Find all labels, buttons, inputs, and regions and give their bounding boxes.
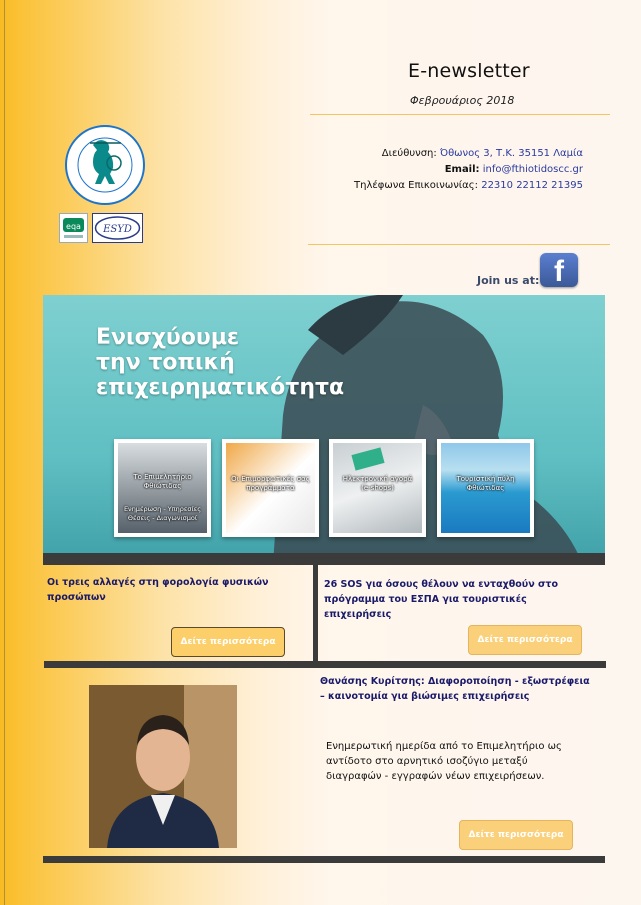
newsletter-title: E-newsletter: [408, 60, 530, 82]
page-edge-rule: [4, 0, 5, 905]
hero-banner[interactable]: [43, 295, 605, 565]
tile-chamber[interactable]: [114, 439, 211, 537]
contact-divider: [308, 244, 610, 245]
banner-headline-line3: επιχειρηματικότητα: [96, 375, 345, 400]
article-3-photo[interactable]: [89, 685, 237, 848]
tile-training-label: Οι Επιμορφωτικές σας προγράμματα: [231, 475, 310, 492]
article-2-more-button[interactable]: Δείτε περισσότερα: [468, 625, 582, 655]
esyd-text: ESYD: [103, 224, 132, 235]
tile-training[interactable]: [222, 439, 319, 537]
article-1-more-button[interactable]: Δείτε περισσότερα: [171, 627, 285, 657]
tile-chamber-label: Το Επιμελητήριο Φθιώτιδας: [133, 473, 192, 490]
article-2-title[interactable]: 26 SOS για όσους θέλουν να ενταχθούν στο πρόγραμμα του ΕΣΠΑ για τουριστικές επιχειρήσεις: [324, 579, 558, 620]
banner-headline-line2: την τοπική: [96, 350, 235, 375]
email-link[interactable]: info@fthiotidoscc.gr: [482, 164, 583, 175]
facebook-icon[interactable]: f: [540, 253, 578, 287]
article-3-title[interactable]: Θανάσης Κυρίτσης: Διαφοροποίηση - εξωστρέφεια – καινοτομία για βιώσιμες επιχειρήσεις: [320, 676, 590, 702]
chamber-logo[interactable]: [57, 125, 155, 245]
article-3-description: Ενημερωτική ημερίδα από το Επιμελητήριο ως αντίδοτο στο αρνητικό ισοζύγιο μεταξύ διαγραφών - εγγραφών νέων επιχειρήσεων.: [326, 741, 562, 782]
tile-tourism[interactable]: [437, 439, 534, 537]
tile-tourism-label: Τουριστική πύλη Φθιώτιδας: [456, 475, 515, 492]
eqa-text: eqa: [66, 222, 81, 231]
article-1-title[interactable]: Οι τρεις αλλαγές στη φορολογία φυσικών προσώπων: [47, 577, 269, 603]
banner-headline: [96, 325, 344, 400]
chamber-seal-icon: [57, 125, 153, 205]
section-divider-1: [44, 661, 606, 668]
banner-headline-line1: Ενισχύουμε: [96, 325, 240, 350]
contact-email: [445, 164, 583, 175]
email-label: Email:: [444, 164, 480, 175]
article-3-more-button[interactable]: Δείτε περισσότερα: [459, 820, 573, 850]
tile-tourism-image: [441, 443, 530, 533]
eqa-certification-badge: [59, 213, 88, 243]
tile-training-image: [226, 443, 315, 533]
newsletter-date: Φεβρουάριος 2018: [410, 94, 515, 107]
address-label: Διεύθυνση:: [381, 148, 437, 159]
esyd-certification-badge: [92, 213, 143, 243]
article-column-divider: [313, 565, 318, 665]
tile-chamber-sub: Ενημέρωση - Υπηρεσίες Θέσεις - Διαγωνισμοί: [123, 505, 202, 522]
phone-label: Τηλέφωνα Επικοινωνίας:: [354, 180, 479, 191]
tile-eshops[interactable]: [329, 439, 426, 537]
section-divider-2: [43, 856, 605, 863]
contact-address: [382, 148, 583, 159]
tile-eshops-image: [333, 443, 422, 533]
join-us-label: Join us at:: [477, 274, 540, 287]
phone-value: 22310 22112 21395: [481, 180, 583, 191]
contact-phone: [354, 180, 583, 191]
keyboard-key-icon: [351, 447, 384, 470]
tile-eshops-label: Ηλεκτρονική αγορά (e-shops): [342, 475, 413, 492]
tile-chamber-image: [118, 443, 207, 533]
address-value: Όθωνος 3, Τ.Κ. 35151 Λαμία: [439, 148, 583, 159]
header-divider: [310, 114, 610, 115]
